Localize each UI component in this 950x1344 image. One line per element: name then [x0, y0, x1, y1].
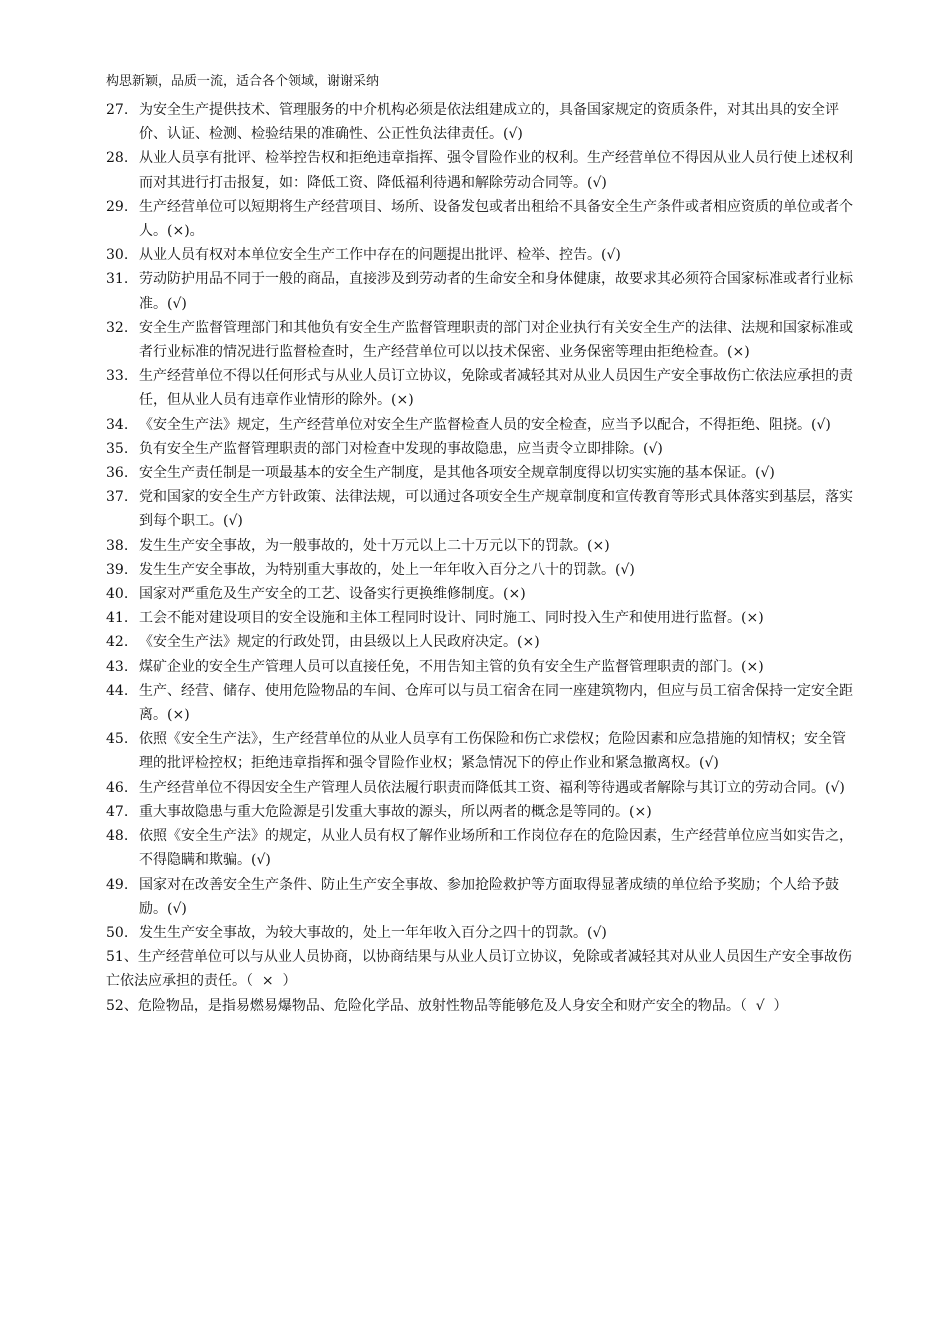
item-number: 40.	[106, 586, 129, 603]
item-number: 27.	[106, 102, 129, 118]
list-item	[106, 727, 854, 775]
item-text: 为安全生产提供技术、管理服务的中介机构必须是依法组建成立的，具备国家规定的资质条件，对其出具的安全评价、认证、检测、检验结果的准确性、公正性负法律责任。(√)	[139, 102, 839, 143]
question-list	[106, 98, 854, 1018]
list-item	[106, 994, 854, 1018]
item-text: 从业人员享有批评、检举控告权和拒绝违章指挥、强令冒险作业的权利。生产经营单位不得因从业人员行使上述权利而对其进行打击报复，如：降低工资、降低福利待遇和解除劳动合同等。(√)	[139, 150, 853, 191]
item-number: 47.	[106, 803, 129, 820]
list-item	[106, 437, 854, 461]
list-item	[106, 146, 854, 194]
item-number: 38.	[106, 537, 129, 554]
list-item	[106, 800, 854, 824]
item-text: 安全生产监督管理部门和其他负有安全生产监督管理职责的部门对企业执行有关安全生产的法律、法规和国家标准或者行业标准的情况进行监督检查时，生产经营单位可以以技术保密、业务保密等理由拒绝检查。(×)	[139, 319, 853, 361]
page-header: 构思新颖，品质一流，适合各个领域，谢谢采纳	[106, 74, 380, 89]
list-item	[106, 364, 854, 412]
list-item	[106, 316, 854, 364]
item-number: 45.	[106, 731, 129, 748]
item-text: 国家对在改善安全生产条件、防止生产安全事故、参加抢险救护等方面取得显著成绩的单位给予奖励；个人给予鼓励。(√)	[139, 876, 839, 917]
list-item	[106, 485, 854, 533]
item-number: 43.	[106, 658, 129, 675]
item-text: 从业人员有权对本单位安全生产工作中存在的问题提出批评、检举、控告。(√)	[139, 247, 621, 264]
item-number: 30.	[106, 247, 129, 264]
item-number: 52、	[106, 997, 138, 1014]
item-text: 生产经营单位不得因安全生产管理人员依法履行职责而降低其工资、福利等待遇或者解除与其订立的劳动合同。(√)	[139, 779, 845, 796]
item-text: 发生生产安全事故，为一般事故的，处十万元以上二十万元以下的罚款。(×)	[139, 537, 610, 554]
item-text: 生产经营单位不得以任何形式与从业人员订立协议，免除或者减轻其对从业人员因生产安全事故伤亡依法应承担的责任，但从业人员有违章作业情形的除外。(×)	[139, 368, 853, 409]
item-text: 重大事故隐患与重大危险源是引发重大事故的源头，所以两者的概念是等同的。(×)	[139, 803, 652, 820]
item-text: 《安全生产法》规定的行政处罚，由县级以上人民政府决定。(×)	[139, 634, 540, 651]
list-item	[106, 824, 854, 872]
item-text: 党和国家的安全生产方针政策、法律法规，可以通过各项安全生产规章制度和宣传教育等形式具体落实到基层，落实到每个职工。(√)	[139, 489, 853, 530]
item-number: 48.	[106, 828, 129, 845]
list-item	[106, 945, 854, 993]
item-text: 负有安全生产监督管理职责的部门对检查中发现的事故隐患，应当责令立即排除。(√)	[139, 440, 663, 457]
item-number: 33.	[106, 368, 129, 385]
item-text: 工会不能对建设项目的安全设施和主体工程同时设计、同时施工、同时投入生产和使用进行监督。(×)	[139, 610, 764, 627]
item-number: 42.	[106, 634, 129, 651]
list-item	[106, 921, 854, 945]
item-number: 51、	[106, 949, 138, 966]
list-item	[106, 873, 854, 921]
list-item	[106, 534, 854, 558]
list-item	[106, 679, 854, 727]
item-text: 依照《安全生产法》的规定，从业人员有权了解作业场所和工作岗位存在的危险因素，生产经营单位应当如实告之，不得隐瞒和欺骗。(√)	[139, 828, 853, 869]
item-text: 安全生产责任制是一项最基本的安全生产制度，是其他各项安全规章制度得以切实实施的基本保证。(√)	[139, 465, 775, 482]
item-number: 37.	[106, 489, 129, 506]
list-item	[106, 267, 854, 315]
item-number: 46.	[106, 779, 129, 796]
item-text: 《安全生产法》规定，生产经营单位对安全生产监督检查人员的安全检查，应当予以配合，不得拒绝、阻挠。(√)	[139, 416, 831, 433]
item-text: 依照《安全生产法》，生产经营单位的从业人员享有工伤保险和伤亡求偿权；危险因素和应急措施的知情权；安全管理的批评检控权；拒绝违章指挥和强令冒险作业权；紧急情况下的停止作业和紧急撤离权。(√)	[139, 731, 846, 772]
item-number: 34.	[106, 416, 129, 433]
item-text: 国家对严重危及生产安全的工艺、设备实行更换维修制度。(×)	[139, 586, 526, 603]
list-item	[106, 195, 854, 243]
list-item	[106, 413, 854, 437]
list-item	[106, 98, 854, 146]
item-number: 29.	[106, 198, 129, 215]
item-text: 危险物品，是指易燃易爆物品、危险化学品、放射性物品等能够危及人身安全和财产安全的物品。（ √ ）	[137, 997, 788, 1014]
item-text: 生产经营单位可以与从业人员协商，以协商结果与从业人员订立协议，免除或者减轻其对从业人员因生产安全事故伤亡依法应承担的责任。（ × ）	[106, 949, 852, 990]
item-text: 发生生产安全事故，为较大事故的，处上一年年收入百分之四十的罚款。(√)	[139, 924, 607, 941]
list-item	[106, 630, 854, 654]
item-number: 50.	[106, 924, 129, 941]
item-number: 35.	[106, 440, 129, 457]
item-number: 31.	[106, 271, 129, 288]
list-item	[106, 655, 854, 679]
item-number: 41.	[106, 610, 129, 627]
item-number: 39.	[106, 561, 129, 578]
item-number: 44.	[106, 682, 129, 699]
list-item	[106, 582, 854, 606]
item-text: 劳动防护用品不同于一般的商品，直接涉及到劳动者的生命安全和身体健康，故要求其必须符合国家标准或者行业标准。(√)	[139, 271, 853, 312]
item-number: 36.	[106, 465, 129, 482]
list-item	[106, 776, 854, 800]
item-text: 生产、经营、储存、使用危险物品的车间、仓库可以与员工宿舍在同一座建筑物内，但应与员工宿舍保持一定安全距离。(×)	[139, 682, 853, 724]
list-item	[106, 558, 854, 582]
list-item	[106, 606, 854, 630]
item-number: 49.	[106, 876, 129, 893]
item-text: 生产经营单位可以短期将生产经营项目、场所、设备发包或者出租给不具备安全生产条件或者相应资质的单位或者个人。(×)。	[139, 198, 853, 240]
item-number: 32.	[106, 319, 129, 336]
item-text: 煤矿企业的安全生产管理人员可以直接任免，不用告知主管的负有安全生产监督管理职责的部门。(×)	[139, 658, 764, 675]
item-number: 28.	[106, 150, 129, 167]
list-item	[106, 243, 854, 267]
list-item	[106, 461, 854, 485]
item-text: 发生生产安全事故，为特别重大事故的，处上一年年收入百分之八十的罚款。(√)	[139, 561, 635, 578]
